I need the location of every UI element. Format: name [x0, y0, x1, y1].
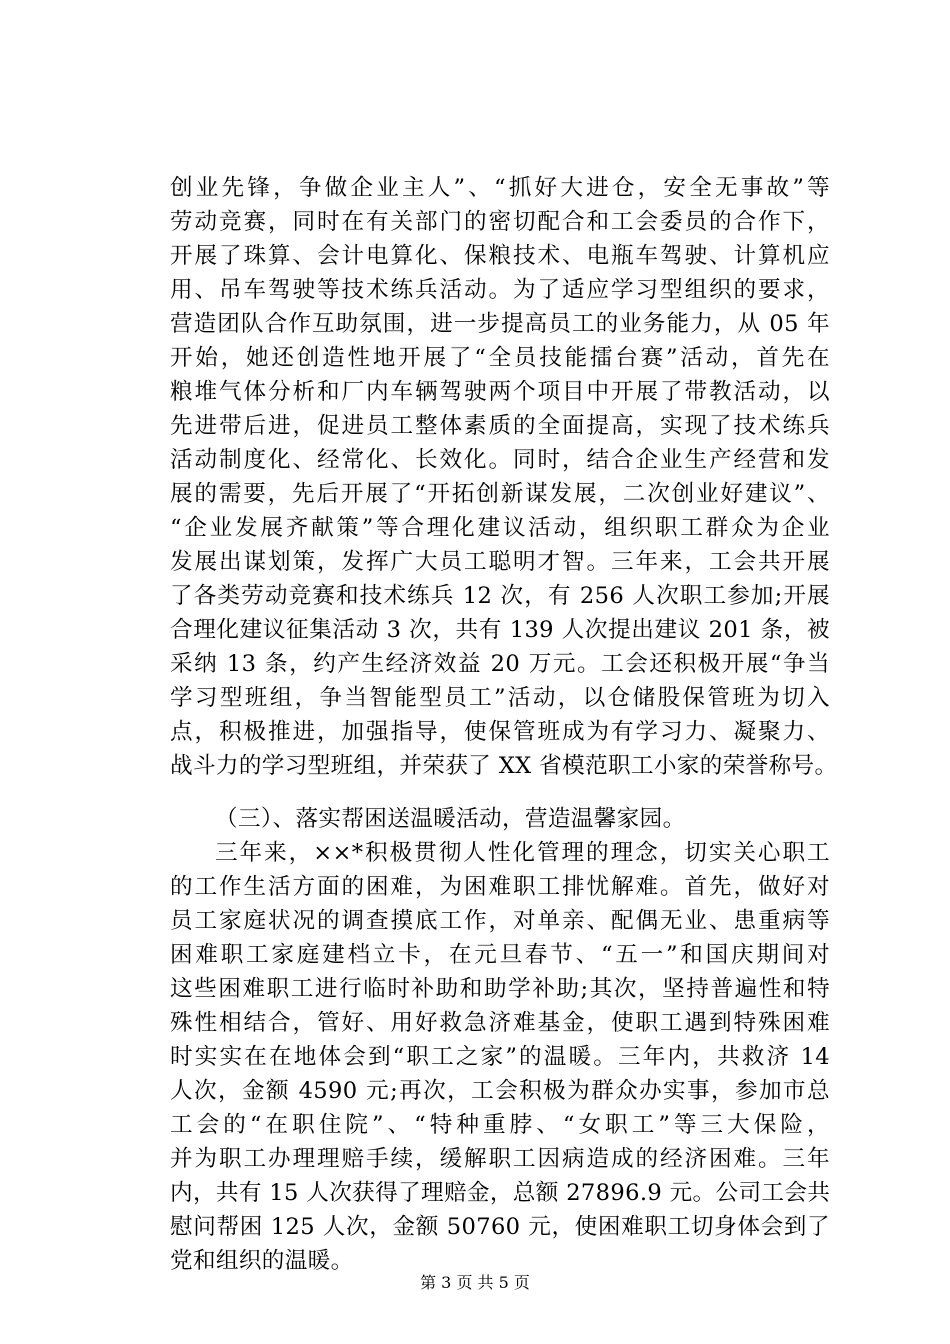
paragraph-line: 时实实在在地体会到“职工之家”的温暖。三年内，共救济 14 [170, 1044, 830, 1070]
paragraph-line: “企业发展齐献策”等合理化建议活动，组织职工群众为企业 [170, 515, 830, 541]
paragraph-line: 先进带后进，促进员工整体素质的全面提高，实现了技术练兵 [170, 413, 830, 439]
paragraph-line: 劳动竞赛，同时在有关部门的密切配合和工会委员的合作下， [170, 209, 830, 235]
paragraph-line: 这些困难职工进行临时补助和助学补助;其次，坚持普遍性和特 [170, 976, 830, 1002]
paragraph-line: 活动制度化、经常化、长效化。同时，结合企业生产经营和发 [170, 447, 830, 473]
paragraph-line: 学习型班组，争当智能型员工”活动，以仓储股保管班为切入 [170, 685, 830, 711]
paragraph-line: 了各类劳动竞赛和技术练兵 12 次，有 256 人次职工参加;开展 [170, 583, 830, 609]
paragraph-line: 战斗力的学习型班组，并荣获了 XX 省模范职工小家的荣誉称号。 [170, 753, 838, 779]
paragraph-line: 人次，金额 4590 元;再次，工会积极为群众办实事，参加市总 [170, 1078, 830, 1104]
paragraph-line: 用、吊车驾驶等技术练兵活动。为了适应学习型组织的要求， [170, 277, 830, 303]
paragraph-line: 三年来，××*积极贯彻人性化管理的理念，切实关心职工 [215, 840, 830, 866]
paragraph-line: 开展了珠算、会计电算化、保粮技术、电瓶车驾驶、计算机应 [170, 243, 830, 269]
paragraph-line: 的工作生活方面的困难，为困难职工排忧解难。首先，做好对 [170, 874, 830, 900]
paragraph-line: 展的需要，先后开展了“开拓创新谋发展，二次创业好建议”、 [170, 481, 830, 507]
section-heading: （三）、落实帮困送温暖活动，营造温馨家园。 [215, 806, 686, 832]
paragraph-line: 开始，她还创造性地开展了“全员技能擂台赛”活动，首先在 [170, 345, 830, 371]
paragraph-line: 点，积极推进，加强指导，使保管班成为有学习力、凝聚力、 [170, 719, 830, 745]
paragraph-line: 创业先锋，争做企业主人”、“抓好大进仓，安全无事故”等 [170, 175, 830, 201]
paragraph-line: 发展出谋划策，发挥广大员工聪明才智。三年来，工会共开展 [170, 549, 830, 575]
paragraph-line: 采纳 13 条，约产生经济效益 20 万元。工会还积极开展“争当 [170, 651, 830, 677]
paragraph-line: 并为职工办理理赔手续，缓解职工因病造成的经济困难。三年 [170, 1146, 830, 1172]
paragraph-line: 慰问帮困 125 人次，金额 50760 元，使困难职工切身体会到了 [170, 1214, 830, 1240]
paragraph-line: 合理化建议征集活动 3 次，共有 139 人次提出建议 201 条，被 [170, 617, 830, 643]
paragraph-line: 员工家庭状况的调查摸底工作，对单亲、配偶无业、患重病等 [170, 908, 830, 934]
paragraph-line: 殊性相结合，管好、用好救急济难基金，使职工遇到特殊困难 [170, 1010, 830, 1036]
paragraph-line: 粮堆气体分析和厂内车辆驾驶两个项目中开展了带教活动，以 [170, 379, 830, 405]
paragraph-line: 内，共有 15 人次获得了理赔金，总额 27896.9 元。公司工会共 [170, 1180, 831, 1206]
paragraph-line: 党和组织的温暖。 [170, 1248, 354, 1274]
page-number-footer: 第 3 页 共 5 页 [420, 1273, 530, 1292]
paragraph-line: 营造团队合作互助氛围，进一步提高员工的业务能力，从 05 年 [170, 311, 830, 337]
paragraph-line: 困难职工家庭建档立卡，在元旦春节、“五一”和国庆期间对 [170, 942, 830, 968]
paragraph-line: 工会的“在职住院”、“特种重脖、“女职工”等三大保险， [170, 1112, 830, 1138]
